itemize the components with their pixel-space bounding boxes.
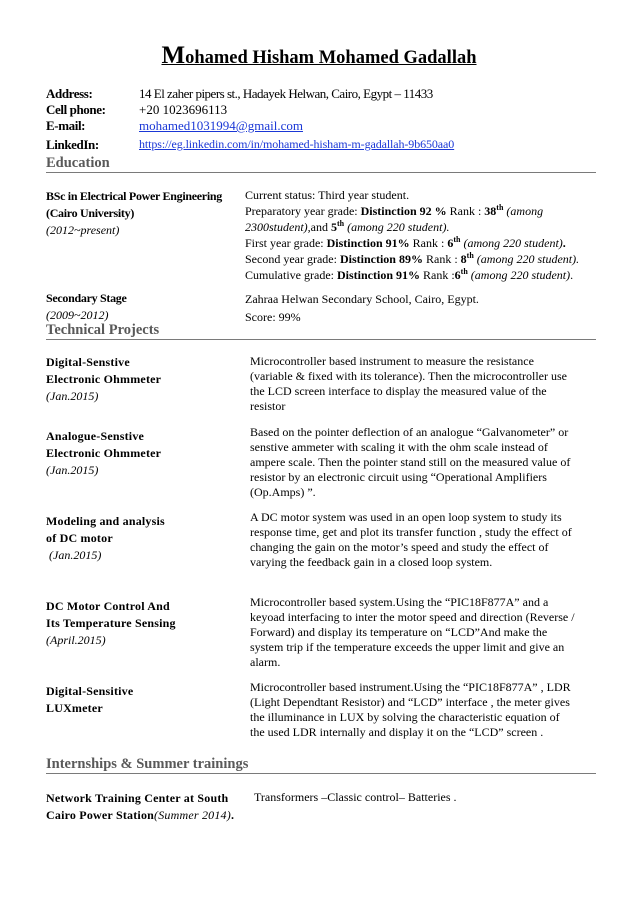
project-item: Digital-Senstive Electronic Ohmmeter (Jan.2015) [46, 355, 162, 403]
first-year-grade: First year grade: Distinction 91% Rank : 6th (among 220 student). [245, 235, 566, 250]
secondary-school: Zahraa Helwan Secondary School, Cairo, Egypt. [245, 292, 479, 306]
projects-heading: Technical Projects [46, 322, 160, 338]
email-link[interactable]: mohamed1031994@gmail.com [139, 118, 303, 133]
address-label: Address: [46, 86, 93, 101]
secondary-score: Score: 99% [245, 310, 301, 324]
linkedin-label: LinkedIn: [46, 137, 99, 152]
project-item: Analogue-Senstive Electronic Ohmmeter (Jan.2015) [46, 429, 162, 477]
project-item: Digital-Sensitive LUXmeter [46, 684, 134, 715]
education-heading: Education [46, 155, 110, 171]
current-status: Current status: Third year student. [245, 188, 410, 202]
project-item: Modeling and analysis of DC motor (Jan.2015) [46, 514, 165, 562]
phone-value: +20 1023696113 [139, 102, 228, 117]
bsc-info [46, 188, 241, 239]
secondary-stage: Secondary Stage [46, 291, 127, 305]
project-description: Based on the pointer deflection of an analogue “Galvanometer” or senstive ammeter with scaling it with the ohm scale instead of ampere scale. Then the pointer stand still on the measured value of resistor by an electronic circuit using “Operational Amplifiers (Op.Amps) ”. [250, 425, 571, 499]
email-label: E-mail: [46, 118, 86, 133]
bsc-grades [245, 187, 579, 283]
bsc-period: (2012~present) [46, 223, 120, 237]
second-year-grade: Second year grade: Distinction 89% Rank : 8th (among 220 student). [245, 251, 580, 266]
internship-description: Transformers –Classic control– Batteries . [254, 790, 457, 804]
prep-year-grade: Preparatory year grade: Distinction 92 % Rank : 38th (among [245, 203, 544, 218]
internship-org: Network Training Center at South Cairo Power Station(Summer 2014). [46, 791, 235, 822]
internships-heading: Internships & Summer trainings [46, 756, 249, 772]
candidate-name: Mohamed Hisham Mohamed Gadallah [161, 42, 477, 69]
project-item: DC Motor Control And Its Temperature Sensing (April.2015) [46, 599, 176, 647]
secondary-details [245, 290, 479, 326]
phone-label: Cell phone: [46, 102, 106, 117]
secondary-info [46, 290, 241, 324]
project-description: Microcontroller based instrument.Using the “PIC18F877A” , LDR (Light Dependtant Resistor) and “LCD” interface , the meter gives the illuminance in LUX by solving the characteristic equation of the used LDR internally and display it on the “LCD” screen . [250, 680, 571, 739]
internships-divider [46, 773, 596, 774]
prep-year-grade-cont: 2300student),and 5th (among 220 student). [245, 219, 450, 234]
bsc-degree: BSc in Electrical Power Engineering [46, 189, 222, 203]
education-divider [46, 172, 596, 173]
project-description: A DC motor system was used in an open loop system to study its response time, get and plot its transfer function , study the effect of changing the gain on the motor’s speed and study the effect of varying the feedback gain in a closed loop system. [250, 510, 572, 569]
cumulative-grade: Cumulative grade: Distinction 91% Rank :6th (among 220 student). [245, 267, 574, 282]
address-value: 14 El zaher pipers st., Hadayek Helwan, Cairo, Egypt – 11433 [139, 86, 433, 101]
project-description: Microcontroller based instrument to measure the resistance (variable & fixed with its tolerance). Then the microcontroller use the LCD screen interface to display the measured value of the resistor [250, 354, 567, 413]
secondary-period: (2009~2012) [46, 308, 109, 322]
bsc-university: (Cairo University) [46, 206, 135, 220]
project-description: Microcontroller based system.Using the “PIC18F877A” and a keyoad interfacing to inter the motor speed and direction (Reverse / Forward) and display its temperature on “LCD”And make the system trip if the temperature exceeds the upper limit and give an alarm. [250, 595, 575, 669]
projects-divider [46, 339, 596, 340]
linkedin-link[interactable]: https://eg.linkedin.com/in/mohamed-hisham-m-gadallah-9b650aa0 [139, 137, 455, 151]
